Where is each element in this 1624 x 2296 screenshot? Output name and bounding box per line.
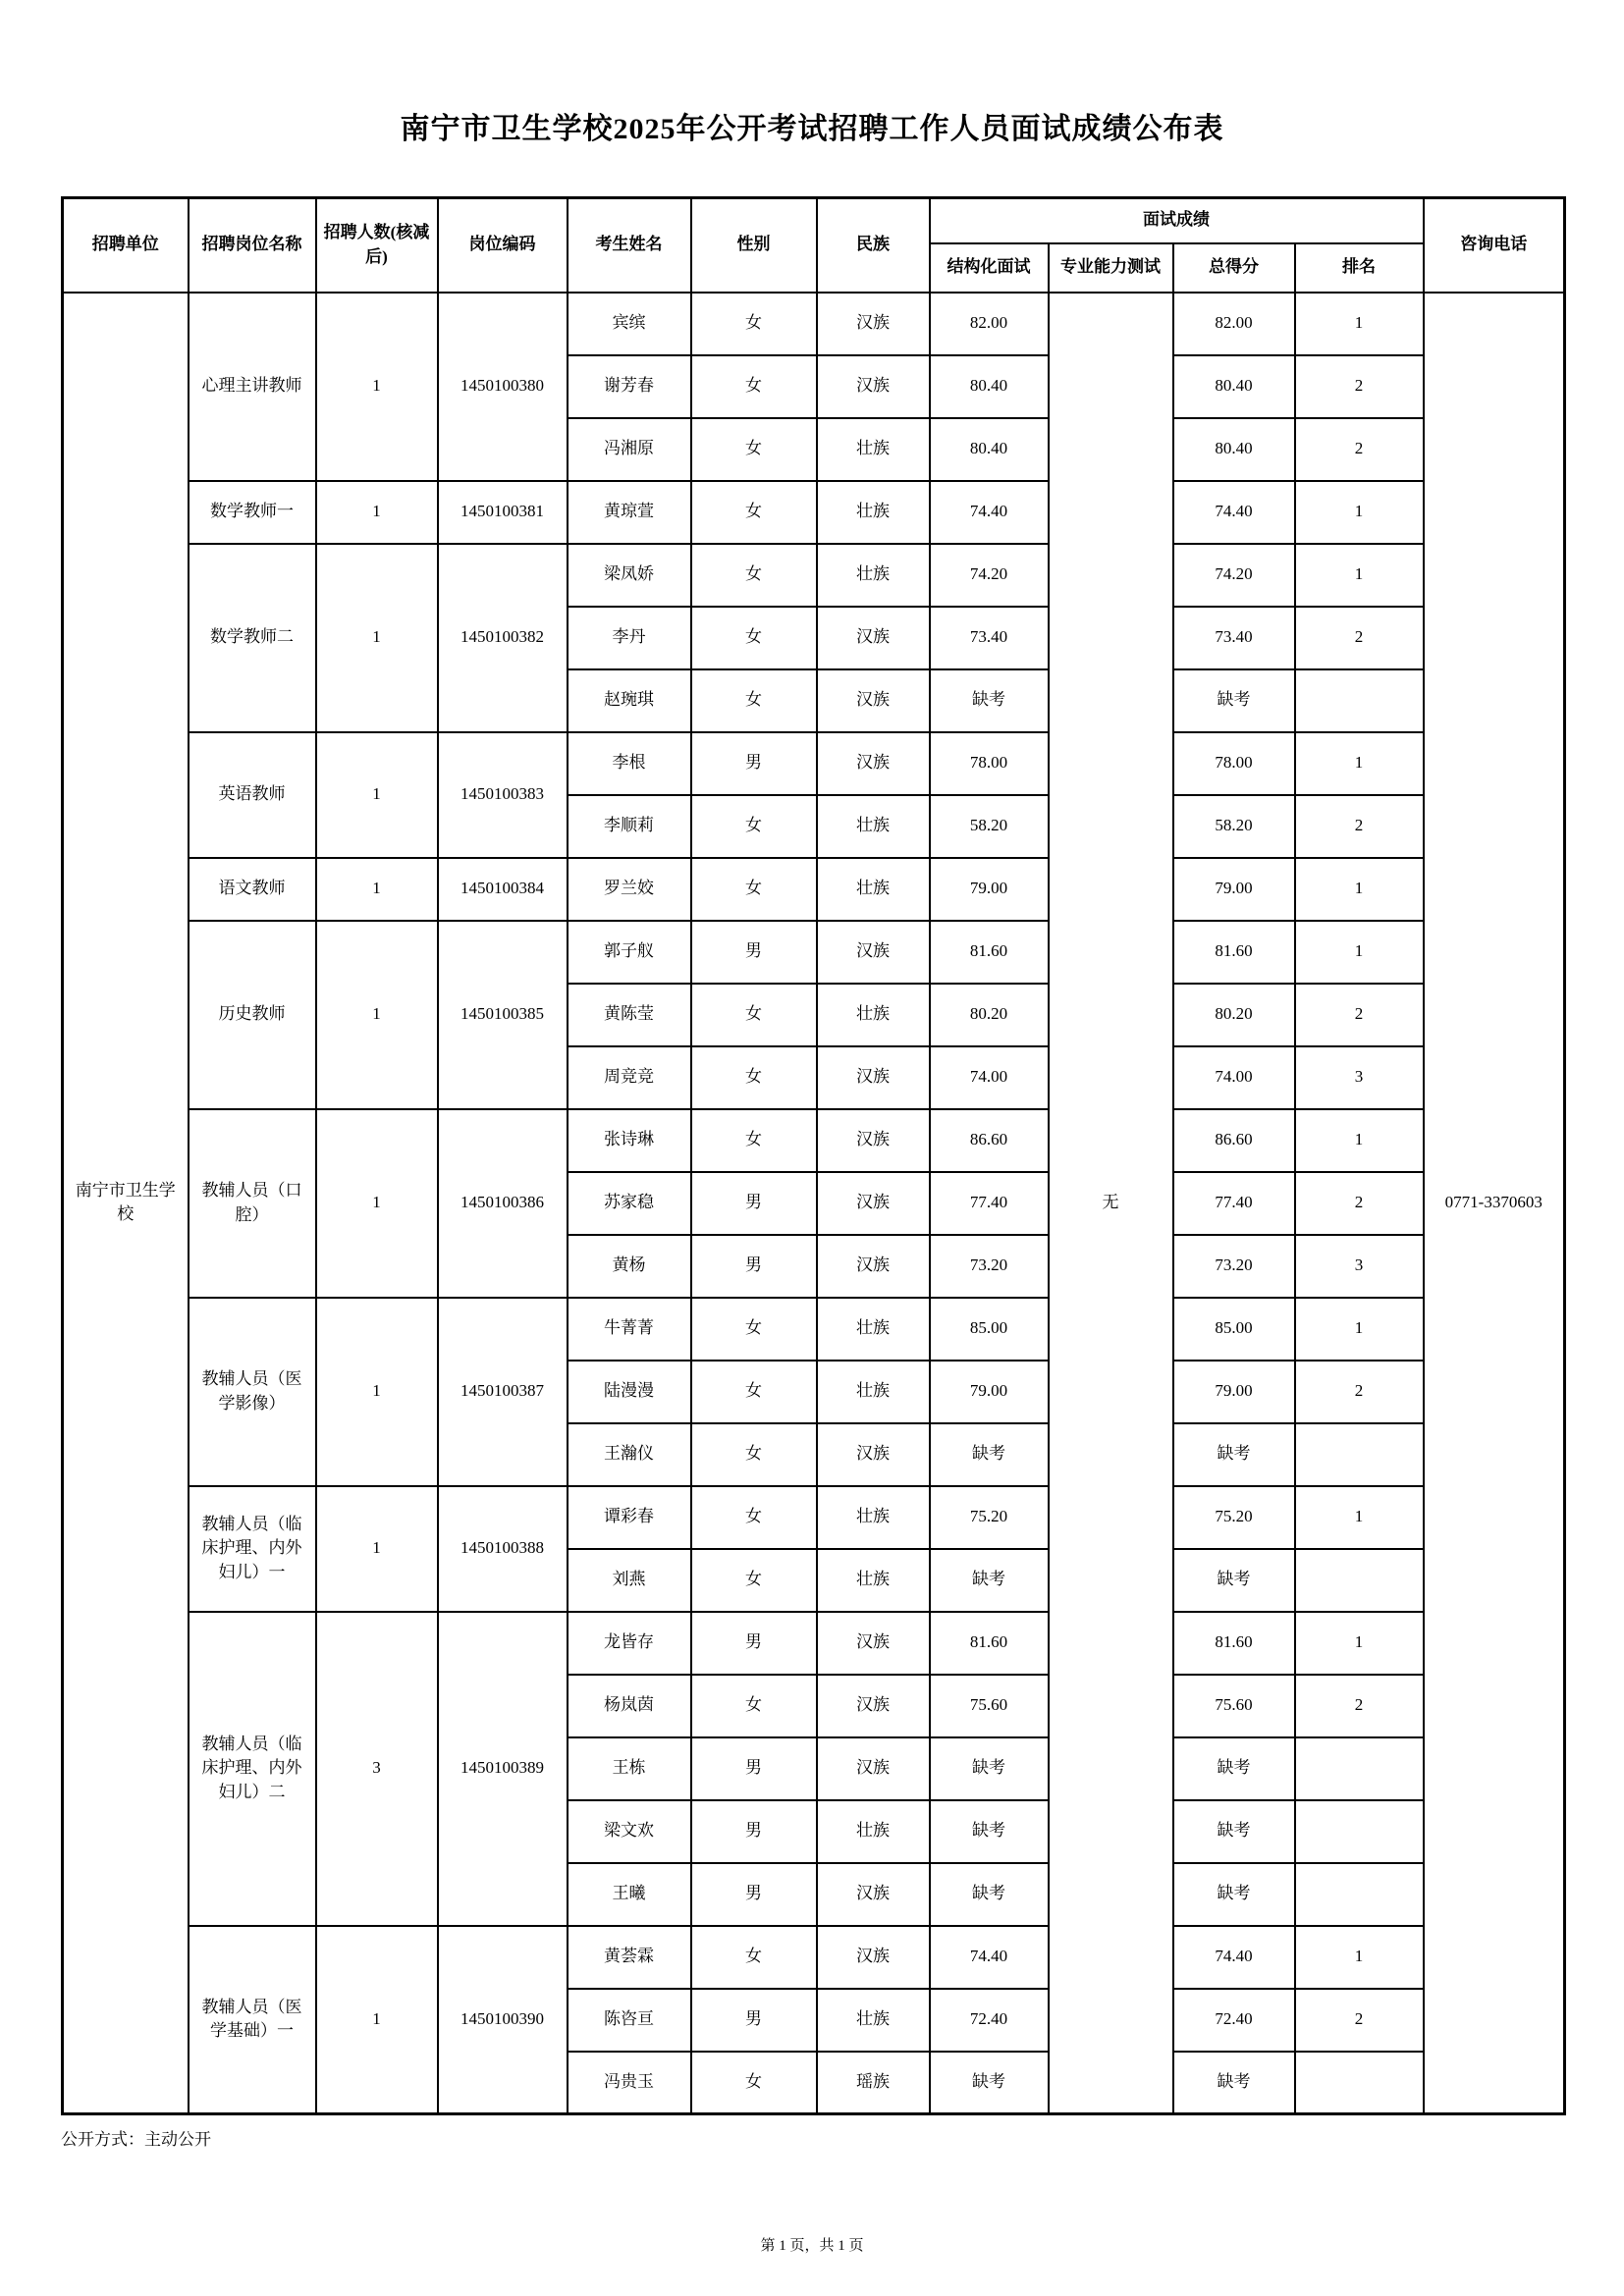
ethnicity-cell: 汉族	[817, 1863, 930, 1926]
rank-cell: 2	[1295, 1172, 1424, 1235]
rank-cell	[1295, 2052, 1424, 2114]
unit-cell: 南宁市卫生学校	[63, 293, 189, 2114]
ethnicity-cell: 汉族	[817, 732, 930, 795]
ethnicity-cell: 汉族	[817, 607, 930, 669]
table-row	[63, 1298, 1565, 1361]
ethnicity-cell: 壮族	[817, 1989, 930, 2052]
candidate-name-cell: 黄陈莹	[568, 984, 691, 1046]
ethnicity-cell: 壮族	[817, 1549, 930, 1612]
ethnicity-cell: 壮族	[817, 858, 930, 921]
total-score-cell: 75.20	[1173, 1486, 1295, 1549]
candidate-name-cell: 牛菁菁	[568, 1298, 691, 1361]
count-cell: 1	[316, 481, 438, 544]
candidate-name-cell: 龙皆存	[568, 1612, 691, 1675]
rank-cell: 2	[1295, 418, 1424, 481]
rank-cell: 1	[1295, 921, 1424, 984]
count-cell: 1	[316, 858, 438, 921]
structured-score-cell: 73.40	[930, 607, 1049, 669]
gender-cell: 男	[691, 1612, 817, 1675]
total-score-cell: 缺考	[1173, 2052, 1295, 2114]
ethnicity-cell: 汉族	[817, 1046, 930, 1109]
code-cell: 1450100388	[438, 1486, 568, 1612]
structured-score-cell: 82.00	[930, 293, 1049, 355]
candidate-name-cell: 陈咨亘	[568, 1989, 691, 2052]
position-cell: 数学教师一	[189, 481, 316, 544]
ethnicity-cell: 瑶族	[817, 2052, 930, 2114]
candidate-name-cell: 周竞竞	[568, 1046, 691, 1109]
rank-cell: 1	[1295, 732, 1424, 795]
code-cell: 1450100385	[438, 921, 568, 1109]
rank-cell: 2	[1295, 1361, 1424, 1423]
gender-cell: 女	[691, 2052, 817, 2114]
rank-cell: 2	[1295, 1989, 1424, 2052]
rank-cell	[1295, 669, 1424, 732]
total-score-cell: 78.00	[1173, 732, 1295, 795]
ethnicity-cell: 壮族	[817, 544, 930, 607]
structured-score-cell: 73.20	[930, 1235, 1049, 1298]
structured-score-cell: 79.00	[930, 1361, 1049, 1423]
structured-score-cell: 74.40	[930, 481, 1049, 544]
rank-cell	[1295, 1423, 1424, 1486]
gender-cell: 男	[691, 1989, 817, 2052]
rank-cell: 1	[1295, 1612, 1424, 1675]
structured-score-cell: 74.20	[930, 544, 1049, 607]
candidate-name-cell: 王栋	[568, 1737, 691, 1800]
footer-note: 公开方式：主动公开	[61, 2130, 211, 2149]
header-ethnicity: 民族	[817, 198, 930, 293]
gender-cell: 男	[691, 1737, 817, 1800]
count-cell: 1	[316, 1298, 438, 1486]
structured-score-cell: 79.00	[930, 858, 1049, 921]
total-score-cell: 82.00	[1173, 293, 1295, 355]
structured-score-cell: 74.40	[930, 1926, 1049, 1989]
gender-cell: 女	[691, 544, 817, 607]
page-title: 南宁市卫生学校2025年公开考试招聘工作人员面试成绩公布表	[400, 113, 1224, 145]
gender-cell: 女	[691, 795, 817, 858]
phone-cell: 0771-3370603	[1424, 293, 1565, 2114]
header-interview-score: 面试成绩	[930, 198, 1424, 243]
position-cell: 历史教师	[189, 921, 316, 1109]
gender-cell: 男	[691, 1172, 817, 1235]
rank-cell	[1295, 1800, 1424, 1863]
ethnicity-cell: 汉族	[817, 293, 930, 355]
rank-cell: 1	[1295, 858, 1424, 921]
structured-score-cell: 80.40	[930, 355, 1049, 418]
candidate-name-cell: 谭彩春	[568, 1486, 691, 1549]
ethnicity-cell: 汉族	[817, 1612, 930, 1675]
count-cell: 1	[316, 293, 438, 481]
candidate-name-cell: 杨岚茵	[568, 1675, 691, 1737]
table-row	[63, 1612, 1565, 1675]
total-score-cell: 74.40	[1173, 1926, 1295, 1989]
total-score-cell: 85.00	[1173, 1298, 1295, 1361]
code-cell: 1450100387	[438, 1298, 568, 1486]
candidate-name-cell: 王瀚仪	[568, 1423, 691, 1486]
gender-cell: 女	[691, 669, 817, 732]
gender-cell: 男	[691, 732, 817, 795]
total-score-cell: 58.20	[1173, 795, 1295, 858]
header-structured: 结构化面试	[930, 243, 1049, 293]
total-score-cell: 77.40	[1173, 1172, 1295, 1235]
code-cell: 1450100384	[438, 858, 568, 921]
code-cell: 1450100383	[438, 732, 568, 858]
gender-cell: 男	[691, 921, 817, 984]
code-cell: 1450100386	[438, 1109, 568, 1298]
total-score-cell: 80.20	[1173, 984, 1295, 1046]
gender-cell: 女	[691, 984, 817, 1046]
position-cell: 教辅人员（临床护理、内外妇儿）二	[189, 1612, 316, 1926]
count-cell: 1	[316, 1486, 438, 1612]
gender-cell: 女	[691, 293, 817, 355]
structured-score-cell: 缺考	[930, 1549, 1049, 1612]
position-cell: 数学教师二	[189, 544, 316, 732]
total-score-cell: 74.20	[1173, 544, 1295, 607]
candidate-name-cell: 黄杨	[568, 1235, 691, 1298]
structured-score-cell: 80.40	[930, 418, 1049, 481]
candidate-name-cell: 梁凤娇	[568, 544, 691, 607]
gender-cell: 女	[691, 481, 817, 544]
rank-cell: 1	[1295, 293, 1424, 355]
header-ability-test: 专业能力测试	[1049, 243, 1173, 293]
gender-cell: 女	[691, 1675, 817, 1737]
ethnicity-cell: 汉族	[817, 1109, 930, 1172]
rank-cell	[1295, 1549, 1424, 1612]
code-cell: 1450100390	[438, 1926, 568, 2114]
total-score-cell: 81.60	[1173, 1612, 1295, 1675]
ethnicity-cell: 汉族	[817, 669, 930, 732]
total-score-cell: 79.00	[1173, 1361, 1295, 1423]
candidate-name-cell: 梁文欢	[568, 1800, 691, 1863]
rank-cell: 1	[1295, 1298, 1424, 1361]
header-code: 岗位编码	[438, 198, 568, 293]
candidate-name-cell: 黄荟霖	[568, 1926, 691, 1989]
header-unit: 招聘单位	[63, 198, 189, 293]
position-cell: 英语教师	[189, 732, 316, 858]
structured-score-cell: 缺考	[930, 1800, 1049, 1863]
rank-cell: 1	[1295, 1926, 1424, 1989]
table-row	[63, 1486, 1565, 1549]
gender-cell: 女	[691, 1298, 817, 1361]
position-cell: 心理主讲教师	[189, 293, 316, 481]
ethnicity-cell: 汉族	[817, 1235, 930, 1298]
gender-cell: 女	[691, 1109, 817, 1172]
total-score-cell: 81.60	[1173, 921, 1295, 984]
total-score-cell: 缺考	[1173, 1737, 1295, 1800]
count-cell: 1	[316, 732, 438, 858]
rank-cell: 2	[1295, 795, 1424, 858]
total-score-cell: 缺考	[1173, 1423, 1295, 1486]
candidate-name-cell: 苏家稳	[568, 1172, 691, 1235]
candidate-name-cell: 张诗琳	[568, 1109, 691, 1172]
candidate-name-cell: 王曦	[568, 1863, 691, 1926]
structured-score-cell: 81.60	[930, 921, 1049, 984]
ethnicity-cell: 壮族	[817, 1298, 930, 1361]
ability-test-cell: 无	[1049, 293, 1173, 2114]
candidate-name-cell: 冯贵玉	[568, 2052, 691, 2114]
gender-cell: 女	[691, 858, 817, 921]
structured-score-cell: 58.20	[930, 795, 1049, 858]
structured-score-cell: 缺考	[930, 1863, 1049, 1926]
position-cell: 语文教师	[189, 858, 316, 921]
table-body	[63, 293, 1565, 2114]
gender-cell: 女	[691, 1046, 817, 1109]
structured-score-cell: 缺考	[930, 1737, 1049, 1800]
total-score-cell: 75.60	[1173, 1675, 1295, 1737]
candidate-name-cell: 冯湘原	[568, 418, 691, 481]
header-total: 总得分	[1173, 243, 1295, 293]
table-row	[63, 858, 1565, 921]
rank-cell: 2	[1295, 607, 1424, 669]
total-score-cell: 80.40	[1173, 418, 1295, 481]
structured-score-cell: 86.60	[930, 1109, 1049, 1172]
total-score-cell: 缺考	[1173, 1863, 1295, 1926]
rank-cell: 2	[1295, 355, 1424, 418]
count-cell: 1	[316, 921, 438, 1109]
structured-score-cell: 74.00	[930, 1046, 1049, 1109]
structured-score-cell: 缺考	[930, 669, 1049, 732]
ethnicity-cell: 壮族	[817, 1361, 930, 1423]
total-score-cell: 80.40	[1173, 355, 1295, 418]
rank-cell: 3	[1295, 1046, 1424, 1109]
total-score-cell: 74.00	[1173, 1046, 1295, 1109]
table-row	[63, 293, 1565, 355]
ethnicity-cell: 汉族	[817, 355, 930, 418]
ethnicity-cell: 壮族	[817, 795, 930, 858]
table-header	[63, 198, 1565, 293]
ethnicity-cell: 汉族	[817, 1172, 930, 1235]
code-cell: 1450100389	[438, 1612, 568, 1926]
rank-cell: 1	[1295, 1109, 1424, 1172]
candidate-name-cell: 李丹	[568, 607, 691, 669]
total-score-cell: 73.20	[1173, 1235, 1295, 1298]
rank-cell: 2	[1295, 1675, 1424, 1737]
header-rank: 排名	[1295, 243, 1424, 293]
rank-cell: 2	[1295, 984, 1424, 1046]
candidate-name-cell: 宾缤	[568, 293, 691, 355]
ethnicity-cell: 汉族	[817, 1423, 930, 1486]
rank-cell: 1	[1295, 1486, 1424, 1549]
structured-score-cell: 缺考	[930, 2052, 1049, 2114]
table-row	[63, 544, 1565, 607]
code-cell: 1450100380	[438, 293, 568, 481]
structured-score-cell: 85.00	[930, 1298, 1049, 1361]
candidate-name-cell: 罗兰姣	[568, 858, 691, 921]
gender-cell: 女	[691, 1423, 817, 1486]
position-cell: 教辅人员（医学基础）一	[189, 1926, 316, 2114]
ethnicity-cell: 汉族	[817, 1926, 930, 1989]
gender-cell: 男	[691, 1800, 817, 1863]
count-cell: 1	[316, 1109, 438, 1298]
table-row	[63, 732, 1565, 795]
rank-cell: 1	[1295, 481, 1424, 544]
total-score-cell: 74.40	[1173, 481, 1295, 544]
count-cell: 3	[316, 1612, 438, 1926]
ethnicity-cell: 汉族	[817, 1737, 930, 1800]
candidate-name-cell: 刘燕	[568, 1549, 691, 1612]
header-name: 考生姓名	[568, 198, 691, 293]
total-score-cell: 缺考	[1173, 1800, 1295, 1863]
ethnicity-cell: 壮族	[817, 1486, 930, 1549]
count-cell: 1	[316, 544, 438, 732]
score-table	[61, 196, 1566, 2115]
ethnicity-cell: 汉族	[817, 1675, 930, 1737]
header-phone: 咨询电话	[1424, 198, 1565, 293]
position-cell: 教辅人员（医学影像）	[189, 1298, 316, 1486]
total-score-cell: 缺考	[1173, 669, 1295, 732]
code-cell: 1450100381	[438, 481, 568, 544]
structured-score-cell: 75.20	[930, 1486, 1049, 1549]
structured-score-cell: 缺考	[930, 1423, 1049, 1486]
code-cell: 1450100382	[438, 544, 568, 732]
ethnicity-cell: 壮族	[817, 984, 930, 1046]
candidate-name-cell: 谢芳春	[568, 355, 691, 418]
count-cell: 1	[316, 1926, 438, 2114]
table-row	[63, 481, 1565, 544]
candidate-name-cell: 陆漫漫	[568, 1361, 691, 1423]
table-row	[63, 921, 1565, 984]
gender-cell: 女	[691, 1549, 817, 1612]
candidate-name-cell: 黄琼萱	[568, 481, 691, 544]
total-score-cell: 缺考	[1173, 1549, 1295, 1612]
gender-cell: 女	[691, 607, 817, 669]
rank-cell: 1	[1295, 544, 1424, 607]
rank-cell: 3	[1295, 1235, 1424, 1298]
total-score-cell: 86.60	[1173, 1109, 1295, 1172]
structured-score-cell: 75.60	[930, 1675, 1049, 1737]
total-score-cell: 79.00	[1173, 858, 1295, 921]
candidate-name-cell: 赵琬琪	[568, 669, 691, 732]
gender-cell: 女	[691, 1361, 817, 1423]
total-score-cell: 73.40	[1173, 607, 1295, 669]
rank-cell	[1295, 1737, 1424, 1800]
ethnicity-cell: 壮族	[817, 1800, 930, 1863]
structured-score-cell: 78.00	[930, 732, 1049, 795]
gender-cell: 男	[691, 1863, 817, 1926]
gender-cell: 男	[691, 1235, 817, 1298]
structured-score-cell: 80.20	[930, 984, 1049, 1046]
structured-score-cell: 81.60	[930, 1612, 1049, 1675]
header-count: 招聘人数(核减后)	[316, 198, 438, 293]
candidate-name-cell: 李根	[568, 732, 691, 795]
position-cell: 教辅人员（临床护理、内外妇儿）一	[189, 1486, 316, 1612]
gender-cell: 女	[691, 355, 817, 418]
ethnicity-cell: 壮族	[817, 418, 930, 481]
candidate-name-cell: 李顺莉	[568, 795, 691, 858]
gender-cell: 女	[691, 1926, 817, 1989]
header-position: 招聘岗位名称	[189, 198, 316, 293]
position-cell: 教辅人员（口腔）	[189, 1109, 316, 1298]
total-score-cell: 72.40	[1173, 1989, 1295, 2052]
ethnicity-cell: 汉族	[817, 921, 930, 984]
structured-score-cell: 72.40	[930, 1989, 1049, 2052]
page-footer: 第 1 页，共 1 页	[760, 2238, 864, 2254]
rank-cell	[1295, 1863, 1424, 1926]
header-gender: 性别	[691, 198, 817, 293]
gender-cell: 女	[691, 418, 817, 481]
table-row	[63, 1109, 1565, 1172]
structured-score-cell: 77.40	[930, 1172, 1049, 1235]
gender-cell: 女	[691, 1486, 817, 1549]
table-row	[63, 1926, 1565, 1989]
ethnicity-cell: 壮族	[817, 481, 930, 544]
candidate-name-cell: 郭子舣	[568, 921, 691, 984]
